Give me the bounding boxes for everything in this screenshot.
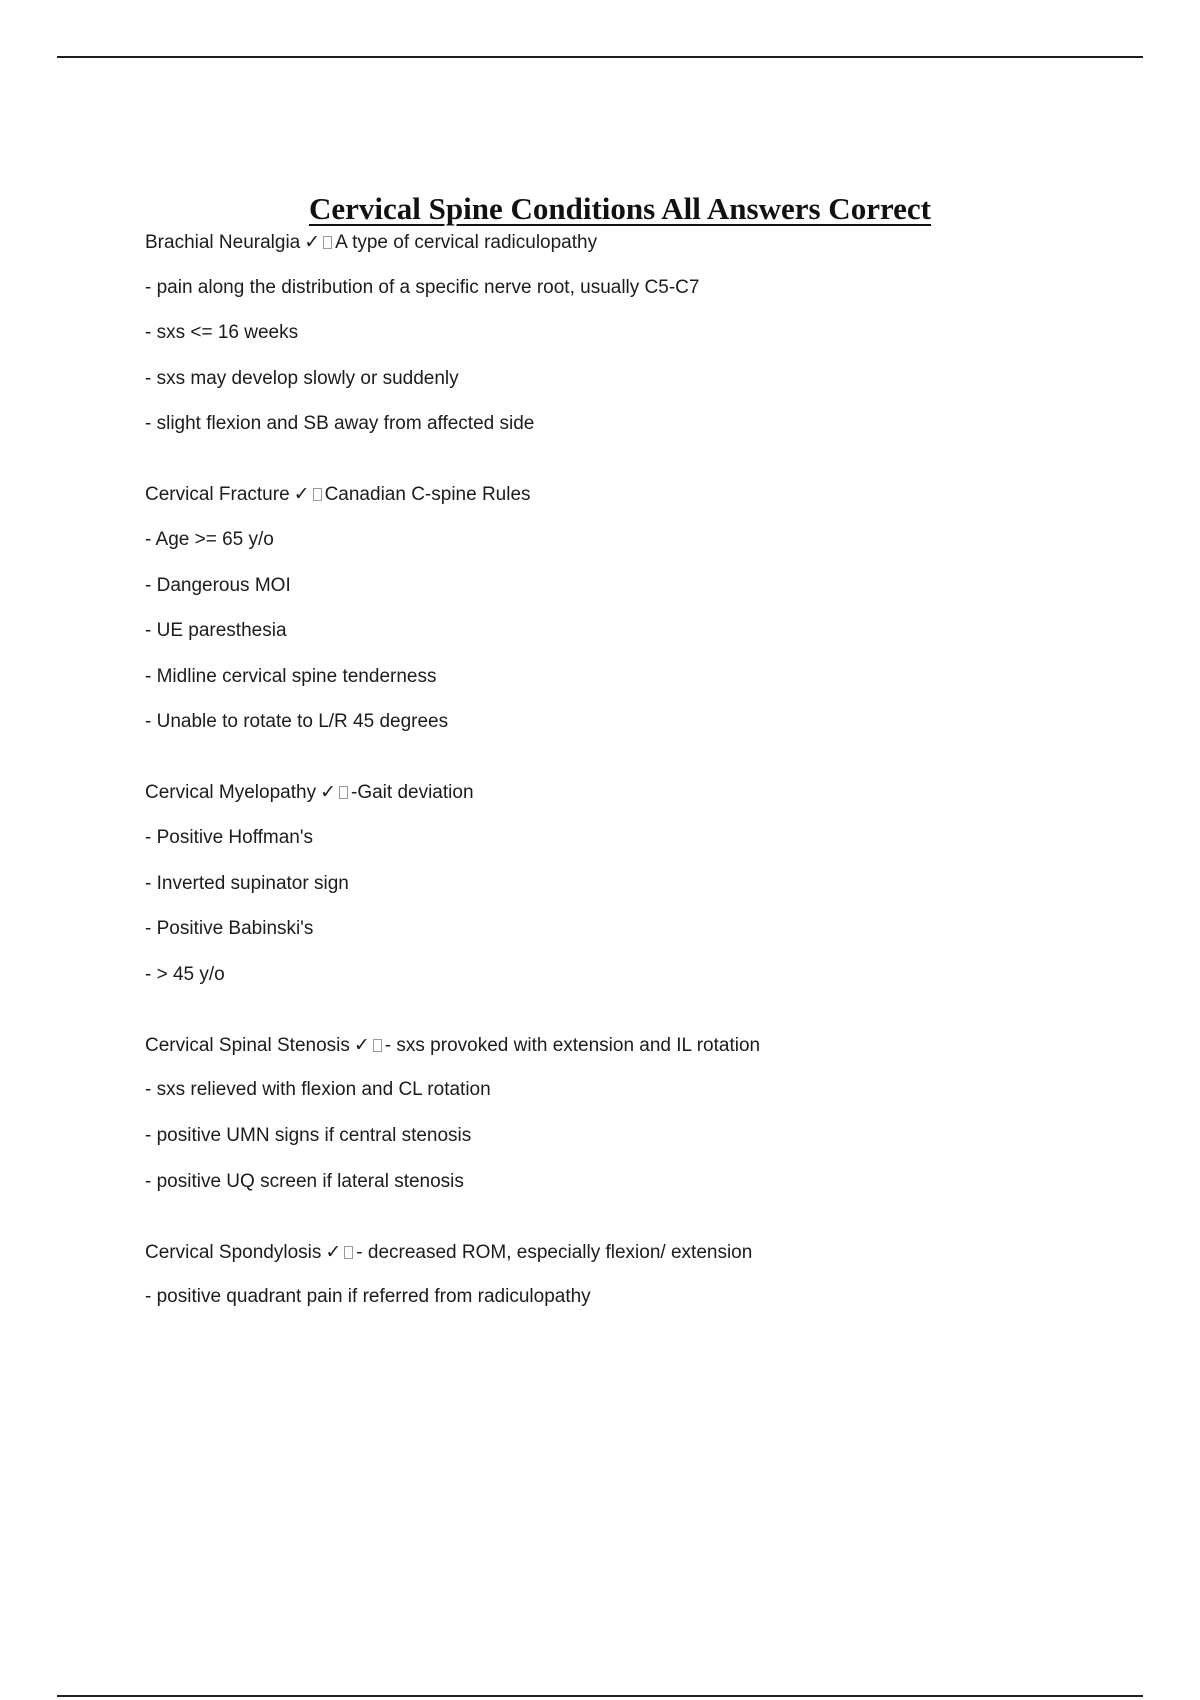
detail-line: - Positive Babinski's <box>145 918 314 940</box>
term-line <box>145 482 1105 506</box>
footer-rule <box>57 1695 1143 1697</box>
check-icon: ✓ <box>320 781 336 804</box>
term-line <box>145 780 1105 804</box>
detail-line: - Age >= 65 y/o <box>145 528 274 550</box>
check-icon: ✓ <box>353 1033 370 1056</box>
check-icon: ✓ <box>293 483 310 506</box>
header-rule <box>57 56 1143 58</box>
term-label: Cervical Myelopathy <box>145 782 317 804</box>
detail-line: - sxs <= 16 weeks <box>145 322 299 344</box>
term-line <box>145 1033 1105 1057</box>
detail-line: - Dangerous MOI <box>145 574 291 596</box>
detail-line: - sxs may develop slowly or suddenly <box>145 367 459 389</box>
detail-line: - pain along the distribution of a specific nerve root, usually C5-C7 <box>145 276 700 298</box>
box-icon <box>339 786 348 799</box>
section-cervical-spinal-stenosis <box>145 1033 1105 1194</box>
section-cervical-spondylosis <box>145 1240 1105 1310</box>
detail-line: - positive quadrant pain if referred from radiculopathy <box>145 1286 591 1308</box>
document-title: Cervical Spine Conditions All Answers Correct <box>309 190 931 226</box>
box-icon <box>313 488 322 501</box>
term-label: Brachial Neuralgia <box>145 232 301 253</box>
detail-line: - positive UQ screen if lateral stenosis <box>145 1170 464 1192</box>
answer-text: Canadian C-spine Rules <box>324 484 531 506</box>
detail-line: - > 45 y/o <box>145 963 225 985</box>
term-label: Cervical Spinal Stenosis <box>145 1034 350 1056</box>
term-label: Cervical Spondylosis <box>145 1241 322 1263</box>
term-line <box>145 230 1105 254</box>
section-brachial-neuralgia <box>145 230 1105 436</box>
section-cervical-myelopathy <box>145 780 1105 986</box>
detail-line: - sxs relieved with flexion and CL rotation <box>145 1079 491 1101</box>
document-body <box>145 230 1105 1355</box>
detail-line: - UE paresthesia <box>145 620 287 642</box>
answer-text: - decreased ROM, especially flexion/ extension <box>356 1241 753 1263</box>
check-icon: ✓ <box>325 1240 342 1263</box>
term-line <box>145 1240 1105 1264</box>
detail-line: - positive UMN signs if central stenosis <box>145 1124 472 1146</box>
answer-text: - sxs provoked with extension and IL rotation <box>384 1034 761 1056</box>
detail-line: - Positive Hoffman's <box>145 826 314 848</box>
term-label: Cervical Fracture <box>145 484 290 506</box>
answer-text: A type of cervical radiculopathy <box>335 232 598 253</box>
check-icon: ✓ <box>304 231 321 253</box>
answer-text: -Gait deviation <box>351 782 474 804</box>
detail-line: - slight flexion and SB away from affected side <box>145 413 535 435</box>
detail-line: - Inverted supinator sign <box>145 872 349 894</box>
box-icon <box>344 1246 353 1259</box>
box-icon <box>373 1039 382 1052</box>
detail-line: - Midline cervical spine tenderness <box>145 665 437 687</box>
detail-line: - Unable to rotate to L/R 45 degrees <box>145 711 449 733</box>
box-icon <box>323 236 332 249</box>
section-cervical-fracture <box>145 482 1105 734</box>
